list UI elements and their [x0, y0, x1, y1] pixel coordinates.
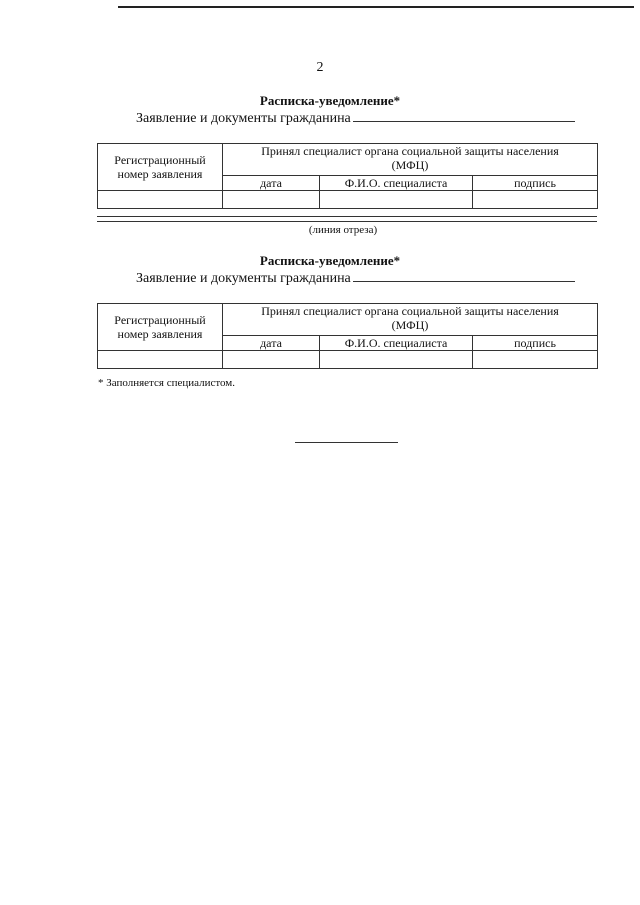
- signature-cell: [473, 191, 598, 209]
- signature-header: подпись: [473, 336, 598, 351]
- cut-line-lower: [97, 221, 597, 222]
- receipt-subline: [136, 269, 575, 287]
- receipt-table: [97, 303, 598, 369]
- accepted-by-header: Принял специалист органа социальной защиты населения (МФЦ): [223, 304, 598, 336]
- receipt-title: Расписка-уведомление*: [259, 253, 401, 268]
- fio-cell: [320, 191, 473, 209]
- reg-number-cell: [98, 191, 223, 209]
- fio-header: Ф.И.О. специалиста: [320, 336, 473, 351]
- reg-number-header: Регистрационный номер заявления: [98, 304, 223, 351]
- page-number: 2: [316, 60, 324, 75]
- fio-cell: [320, 351, 473, 369]
- cut-line-label: (линия отреза): [308, 224, 378, 236]
- reg-number-cell: [98, 351, 223, 369]
- fio-header: Ф.И.О. специалиста: [320, 176, 473, 191]
- date-header: дата: [223, 176, 320, 191]
- citizen-name-blank: [353, 269, 575, 282]
- date-header: дата: [223, 336, 320, 351]
- top-rule: [118, 6, 634, 8]
- receipt-subline: [136, 109, 575, 127]
- footnote: * Заполняется специалистом.: [98, 377, 236, 389]
- signature-cell: [473, 351, 598, 369]
- receipt-title: Расписка-уведомление*: [259, 93, 401, 108]
- date-cell: [223, 191, 320, 209]
- receipt-subline-text: Заявление и документы гражданина: [136, 271, 351, 286]
- citizen-name-blank: [353, 109, 575, 122]
- end-rule: [295, 442, 398, 443]
- receipt-table: [97, 143, 598, 209]
- accepted-by-header: Принял специалист органа социальной защиты населения (МФЦ): [223, 144, 598, 176]
- cut-line-upper: [97, 216, 597, 217]
- reg-number-header: Регистрационный номер заявления: [98, 144, 223, 191]
- receipt-subline-text: Заявление и документы гражданина: [136, 111, 351, 126]
- date-cell: [223, 351, 320, 369]
- signature-header: подпись: [473, 176, 598, 191]
